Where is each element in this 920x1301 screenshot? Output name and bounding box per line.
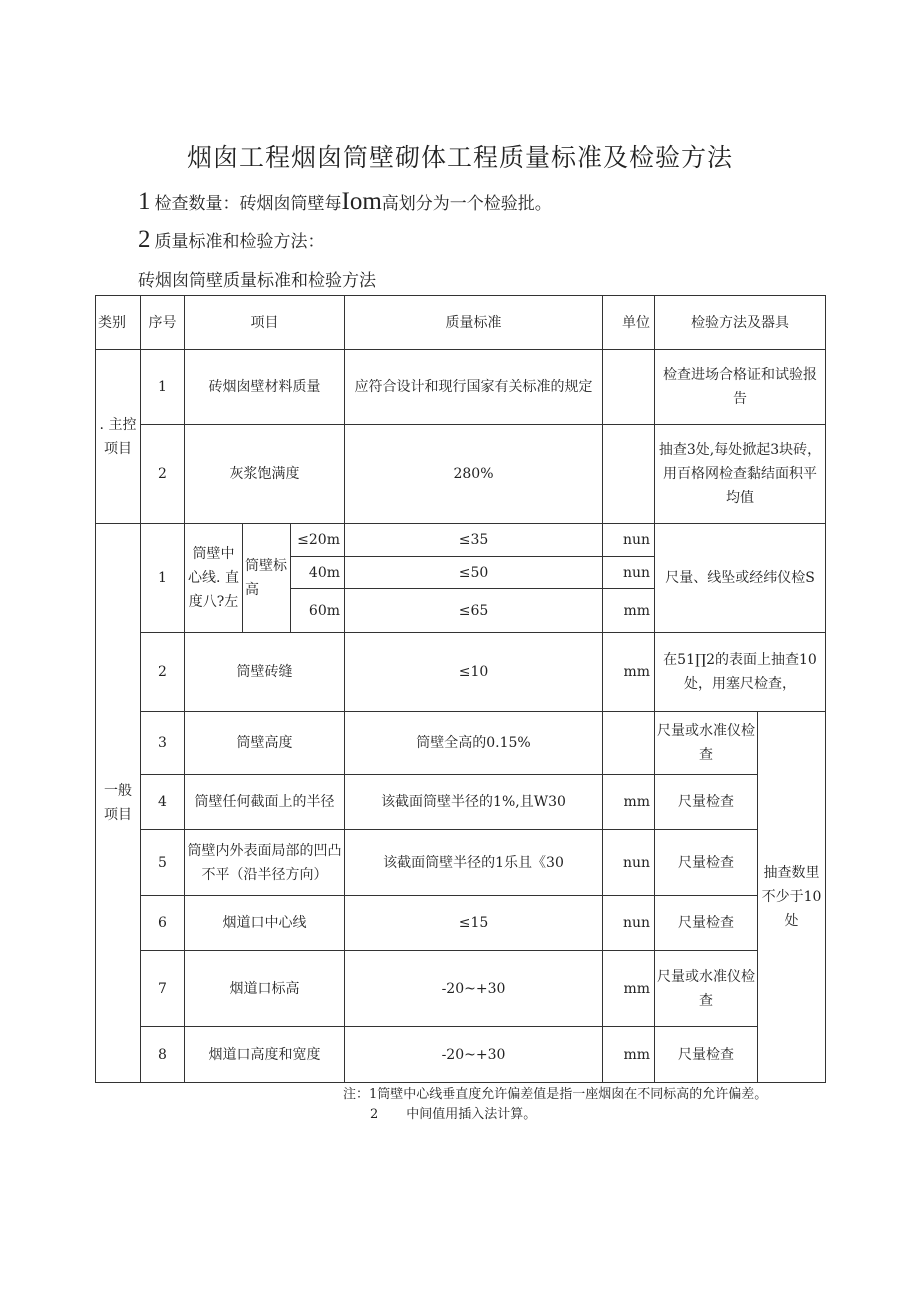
item-cell: 筒壁砖缝 [185,633,345,712]
unit-cell: mm [603,1027,655,1083]
unit-cell: nun [603,557,655,589]
unit-cell: mm [603,589,655,633]
standard-cell: -20~+30 [345,1027,603,1083]
sampling-cell: 抽查数里不少于10处 [758,712,826,1083]
item-cell: 筒壁高度 [185,712,345,775]
item-cell: 烟道口中心线 [185,896,345,951]
section-2-text: 质量标准和检验方法： [154,232,325,252]
unit-cell [603,425,655,524]
table-row [96,633,826,712]
table-row [96,896,826,951]
seq-cell: 8 [141,1027,185,1083]
table-header-row [96,296,826,350]
item-cell: 灰浆饱满度 [185,425,345,524]
method-cell: 检查进场合格证和试验报告 [655,350,826,425]
note-2-text: 中间值用插入法计算。 [406,1107,537,1122]
section-1-text-a: 检查数量：砖烟囱筒壁每 [154,194,342,214]
note-2-number: 2 [370,1107,379,1122]
section-1-text-c: 高划分为一个检验批。 [381,194,552,214]
standard-cell: 该截面筒壁半径的1乐且《30 [345,830,603,896]
section-1-number: 1 [138,188,151,215]
item-cell: 筒壁中心线. 直度八?左 [185,524,243,633]
header-standard: 质量标准 [345,296,603,350]
unit-cell: mm [603,951,655,1027]
item-cell: 砖烟囱壁材料质量 [185,350,345,425]
seq-cell: 4 [141,775,185,830]
item-cell: 烟道口标高 [185,951,345,1027]
section-2 [138,226,325,254]
table-row [96,775,826,830]
standard-cell: ≤50 [345,557,603,589]
table-row [96,951,826,1027]
unit-cell: nun [603,830,655,896]
standard-cell: ≤35 [345,524,603,557]
header-category: 类别 [96,296,141,350]
seq-cell: 1 [141,350,185,425]
method-cell: 尺量检查 [655,896,758,951]
method-cell: 尺量检查 [655,830,758,896]
header-method: 检验方法及器具 [655,296,826,350]
seq-cell: 2 [141,425,185,524]
standard-cell: ≤10 [345,633,603,712]
unit-cell: nun [603,896,655,951]
table-row [96,524,826,557]
header-item: 项目 [185,296,345,350]
table-row [96,712,826,775]
note-1: 注：1筒壁中心线垂直度允许偏差值是指一座烟囱在不同标高的允许偏差。 [343,1087,768,1102]
table-row [96,1027,826,1083]
item-cell: 烟道口高度和宽度 [185,1027,345,1083]
unit-cell: nun [603,524,655,557]
unit-cell [603,350,655,425]
standard-cell: 280% [345,425,603,524]
unit-cell: mm [603,775,655,830]
method-cell: 在51∏2的表面上抽查10处，用塞尺检查， [655,633,826,712]
item-subcell: 筒壁标高 [243,524,291,633]
header-seq: 序号 [141,296,185,350]
method-cell: 抽查3处,每处掀起3块砖，用百格网检查黏结面积平均值 [655,425,826,524]
standard-cell: ≤15 [345,896,603,951]
height-cell: 40m [291,557,345,589]
seq-cell: 7 [141,951,185,1027]
table-row [96,350,826,425]
standard-cell: 该截面筒壁半径的1%,且W30 [345,775,603,830]
unit-cell [603,712,655,775]
height-cell: ≤20m [291,524,345,557]
item-cell: 筒壁内外表面局部的凹凸不平（沿半径方向） [185,830,345,896]
standard-cell: 筒壁全高的0.15% [345,712,603,775]
page-title: 烟囱工程烟囱筒壁砌体工程质量标准及检验方法 [186,143,733,172]
table-row [96,830,826,896]
category-general: 一般项目 [96,524,141,1083]
category-main: . 主控项目 [96,350,141,524]
table-row [96,425,826,524]
seq-cell: 2 [141,633,185,712]
table-caption: 砖烟囱筒壁质量标准和检验方法 [138,271,376,291]
method-cell: 尺量、线坠或经纬仪检S [655,524,826,633]
note-2 [370,1103,536,1122]
method-cell: 尺量或水准仪检查 [655,712,758,775]
method-cell: 尺量或水准仪检查 [655,951,758,1027]
section-1 [138,188,552,216]
quality-standard-table [95,295,826,1083]
height-cell: 60m [291,589,345,633]
method-cell: 尺量检查 [655,775,758,830]
standard-cell: -20~+30 [345,951,603,1027]
section-2-number: 2 [138,226,151,253]
method-cell: 尺量检查 [655,1027,758,1083]
header-unit: 单位 [603,296,655,350]
seq-cell: 1 [141,524,185,633]
seq-cell: 5 [141,830,185,896]
seq-cell: 6 [141,896,185,951]
section-1-text-b: Iom [341,188,382,215]
seq-cell: 3 [141,712,185,775]
item-cell: 筒壁任何截面上的半径 [185,775,345,830]
standard-cell: 应符合设计和现行国家有关标准的规定 [345,350,603,425]
standard-cell: ≤65 [345,589,603,633]
unit-cell: mm [603,633,655,712]
